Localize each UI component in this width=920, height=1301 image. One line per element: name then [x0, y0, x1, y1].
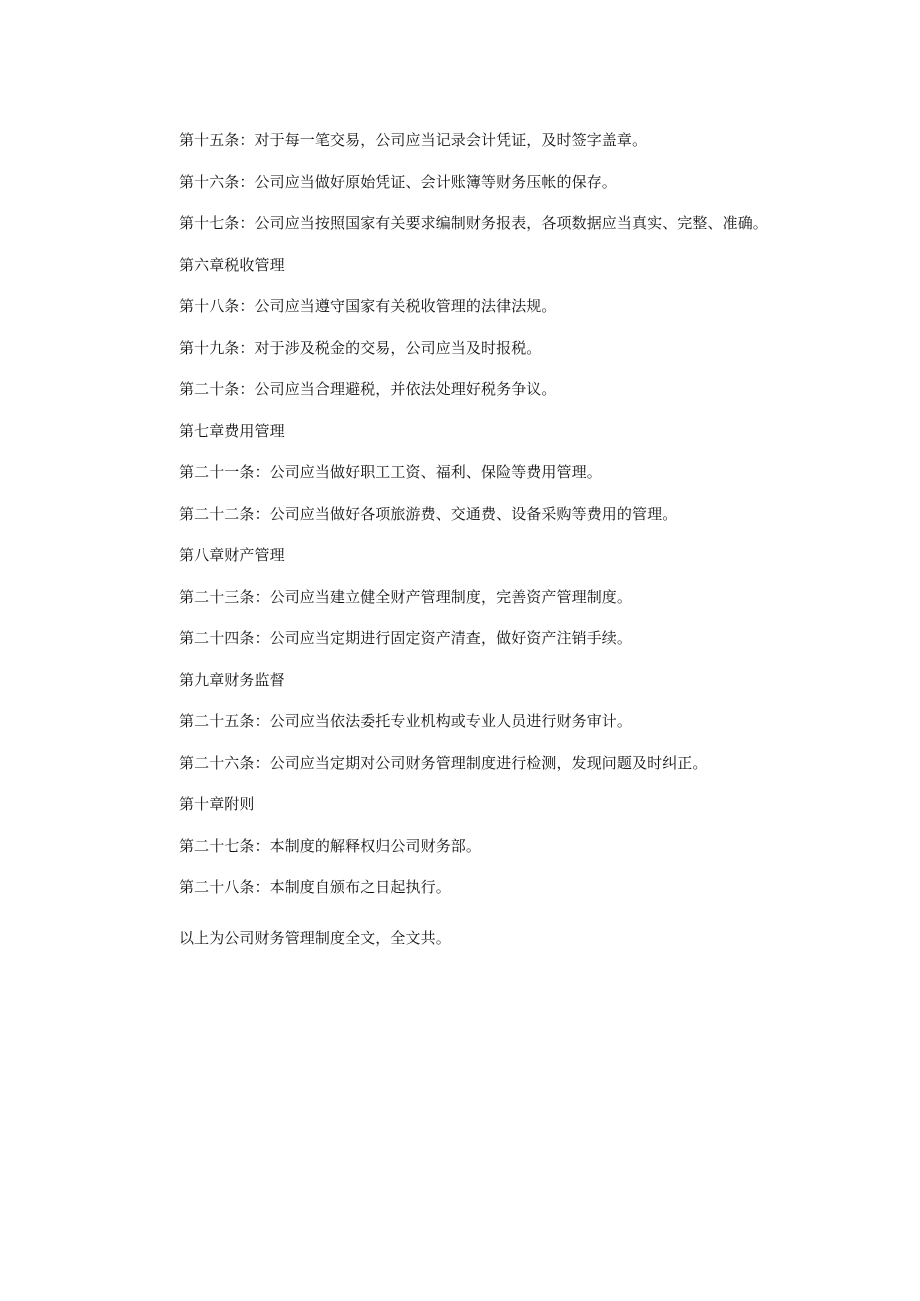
article-20: 第二十条：公司应当合理避税，并依法处理好税务争议。: [179, 380, 557, 398]
chapter-8-heading: 第八章财产管理: [179, 546, 285, 564]
article-22: 第二十二条：公司应当做好各项旅游费、交通费、设备采购等费用的管理。: [179, 505, 678, 523]
chapter-7-heading: 第七章费用管理: [179, 422, 285, 440]
article-27: 第二十七条：本制度的解释权归公司财务部。: [179, 837, 482, 855]
closing-statement: 以上为公司财务管理制度全文，全文共。: [179, 929, 451, 947]
article-19: 第十九条：对于涉及税金的交易，公司应当及时报税。: [179, 339, 542, 357]
article-15: 第十五条：对于每一笔交易，公司应当记录会计凭证，及时签字盖章。: [179, 131, 648, 149]
article-18: 第十八条：公司应当遵守国家有关税收管理的法律法规。: [179, 297, 557, 315]
article-28: 第二十八条：本制度自颁布之日起执行。: [179, 878, 451, 896]
article-17: 第十七条：公司应当按照国家有关要求编制财务报表，各项数据应当真实、完整、准确。: [179, 214, 768, 232]
article-26: 第二十六条：公司应当定期对公司财务管理制度进行检测，发现问题及时纠正。: [179, 754, 708, 772]
chapter-6-heading: 第六章税收管理: [179, 256, 285, 274]
chapter-9-heading: 第九章财务监督: [179, 671, 285, 689]
article-16: 第十六条：公司应当做好原始凭证、会计账簿等财务压帐的保存。: [179, 173, 617, 191]
chapter-10-heading: 第十章附则: [179, 795, 255, 813]
article-23: 第二十三条：公司应当建立健全财产管理制度，完善资产管理制度。: [179, 588, 633, 606]
article-21: 第二十一条：公司应当做好职工工资、福利、保险等费用管理。: [179, 463, 602, 481]
article-25: 第二十五条：公司应当依法委托专业机构或专业人员进行财务审计。: [179, 712, 633, 730]
article-24: 第二十四条：公司应当定期进行固定资产清查，做好资产注销手续。: [179, 629, 633, 647]
